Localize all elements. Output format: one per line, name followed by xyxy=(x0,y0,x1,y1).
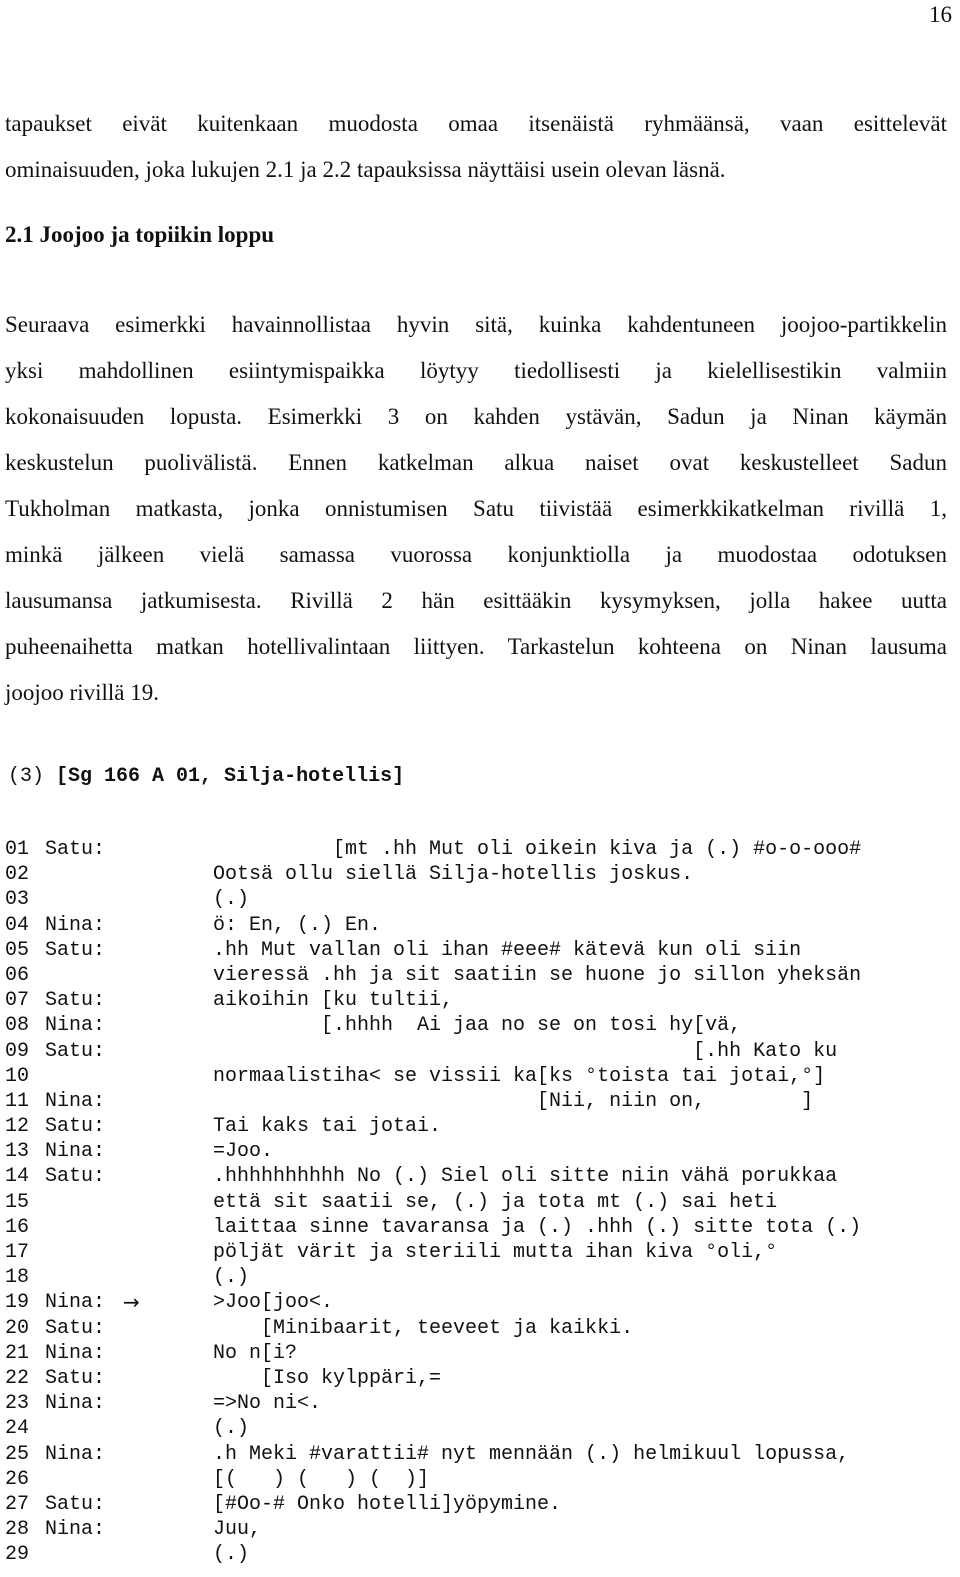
speaker-label: Nina: xyxy=(45,1014,106,1038)
example-header xyxy=(8,765,404,788)
speaker-label: Satu: xyxy=(45,1492,106,1516)
utterance: (.) xyxy=(213,1543,250,1567)
utterance: [mt .hh Mut oli oikein kiva ja (.) #o-o-ooo# xyxy=(213,838,862,861)
utterance: [Minibaarit, teeveet ja kaikki. xyxy=(213,1316,634,1340)
paragraph-line: keskustelun puolivälistä. Ennen katkelman alkua naiset ovat keskustelleet Sadun xyxy=(5,450,947,475)
speaker-label: Nina: xyxy=(45,1518,106,1542)
line-number: 29 xyxy=(5,1543,30,1567)
paragraph-line: puheenaihetta matkan hotellivalintaan liittyen. Tarkastelun kohteena on Ninan lausuma xyxy=(5,634,947,659)
speaker-label: Nina: xyxy=(45,913,106,937)
line-number: 13 xyxy=(5,1140,30,1164)
line-number: 22 xyxy=(5,1366,30,1390)
line-number: 18 xyxy=(5,1266,30,1290)
utterance: [( ) ( ) ( )] xyxy=(213,1467,430,1491)
line-number: 20 xyxy=(5,1316,30,1340)
utterance: (.) xyxy=(213,1266,250,1290)
example-number: (3) xyxy=(8,765,45,788)
utterance: [#Oo-# Onko hotelli]yöpymine. xyxy=(213,1492,562,1516)
utterance: vieressä .hh ja sit saatiin se huone jo sillon yheksän xyxy=(213,963,862,987)
paragraph-line: minkä jälkeen vielä samassa vuorossa konjunktiolla ja muodostaa odotuksen xyxy=(5,542,947,567)
line-number: 07 xyxy=(5,989,30,1013)
speaker-label: Nina: xyxy=(45,1341,106,1365)
speaker-label: Satu: xyxy=(45,838,106,861)
paragraph-line: Tukholman matkasta, jonka onnistumisen Satu tiivistää esimerkkikatkelman rivillä 1, xyxy=(5,496,947,521)
speaker-label: Satu: xyxy=(45,1039,106,1063)
line-number: 11 xyxy=(5,1089,30,1113)
line-number: 06 xyxy=(5,963,30,987)
utterance: [.hhhh Ai jaa no se on tosi hy[vä, xyxy=(213,1014,742,1038)
line-number: 10 xyxy=(5,1064,30,1088)
utterance: ö: En, (.) En. xyxy=(213,913,382,937)
utterance: Juu, xyxy=(213,1518,262,1542)
utterance: =>No ni<. xyxy=(213,1392,322,1416)
paragraph-line: kokonaisuuden lopusta. Esimerkki 3 on kahden ystävän, Sadun ja Ninan käymän xyxy=(5,404,947,429)
utterance: =Joo. xyxy=(213,1140,274,1164)
intro-paragraph xyxy=(5,101,947,193)
paragraph-line: lausumansa jatkumisesta. Rivillä 2 hän esittääkin kysymyksen, jolla hakee uutta xyxy=(5,588,947,613)
speaker-label: Satu: xyxy=(45,989,106,1013)
example-reference: [Sg 166 A 01, Silja-hotellis] xyxy=(56,765,405,788)
paragraph-line: Seuraava esimerkki havainnollistaa hyvin sitä, kuinka kahdentuneen joojoo-partikkelin xyxy=(5,312,947,337)
utterance: (.) xyxy=(213,888,250,912)
body-paragraph xyxy=(5,302,947,716)
utterance: No n[i? xyxy=(213,1341,298,1365)
line-number: 16 xyxy=(5,1215,30,1239)
line-number: 24 xyxy=(5,1417,30,1441)
speaker-label: Satu: xyxy=(45,1316,106,1340)
speaker-label: Satu: xyxy=(45,1366,106,1390)
utterance: normaalistiha< se vissii ka[ks °toista tai jotai,°] xyxy=(213,1064,826,1088)
line-number: 26 xyxy=(5,1467,30,1491)
line-number: 17 xyxy=(5,1241,30,1264)
line-number: 23 xyxy=(5,1392,30,1416)
speaker-label: Nina: xyxy=(45,1089,106,1113)
utterance: >Joo[joo<. xyxy=(213,1291,334,1315)
speaker-label: Nina: xyxy=(45,1442,106,1466)
utterance: .h Meki #varattii# nyt mennään (.) helmikuul lopussa, xyxy=(213,1442,850,1466)
line-number: 03 xyxy=(5,888,30,912)
speaker-label: Satu: xyxy=(45,938,106,962)
arrow-icon: → xyxy=(123,1290,140,1315)
speaker-label: Nina: xyxy=(45,1140,106,1164)
paragraph-line: yksi mahdollinen esiintymispaikka löytyy tiedollisesti ja kielellisestikin valmiin xyxy=(5,358,947,383)
utterance: [Nii, niin on, ] xyxy=(213,1089,814,1113)
speaker-label: Nina: xyxy=(45,1291,106,1315)
page-number: 16 xyxy=(929,2,952,27)
utterance: [.hh Kato ku xyxy=(213,1039,838,1063)
utterance: Ootsä ollu siellä Silja-hotellis joskus. xyxy=(213,863,694,887)
line-number: 05 xyxy=(5,938,30,962)
utterance: .hhhhhhhhhh No (.) Siel oli sitte niin vähä porukkaa xyxy=(213,1165,838,1189)
line-number: 02 xyxy=(5,863,30,887)
utterance: Tai kaks tai jotai. xyxy=(213,1115,442,1139)
utterance: (.) xyxy=(213,1417,250,1441)
speaker-label: Satu: xyxy=(45,1165,106,1189)
section-heading: 2.1 Joojoo ja topiikin loppu xyxy=(5,222,275,247)
line-number: 19 xyxy=(5,1291,30,1315)
line-number: 09 xyxy=(5,1039,30,1063)
line-number: 21 xyxy=(5,1341,30,1365)
line-number: 25 xyxy=(5,1442,30,1466)
utterance: että sit saatii se, (.) ja tota mt (.) sai heti xyxy=(213,1190,778,1214)
line-number: 12 xyxy=(5,1115,30,1139)
line-number: 14 xyxy=(5,1165,30,1189)
utterance: .hh Mut vallan oli ihan #eee# kätevä kun oli siin xyxy=(213,938,802,962)
utterance: [Iso kylppäri,= xyxy=(213,1366,442,1390)
line-number: 04 xyxy=(5,913,30,937)
line-number: 01 xyxy=(5,838,30,861)
line-number: 08 xyxy=(5,1014,30,1038)
speaker-label: Satu: xyxy=(45,1115,106,1139)
paragraph-line: ominaisuuden, joka lukujen 2.1 ja 2.2 tapauksissa näyttäisi usein olevan läsnä. xyxy=(5,157,726,182)
line-number: 15 xyxy=(5,1190,30,1214)
utterance: aikoihin [ku tultii, xyxy=(213,989,454,1013)
paragraph-line: tapaukset eivät kuitenkaan muodosta omaa itsenäistä ryhmäänsä, vaan esittelevät xyxy=(5,111,947,136)
line-number: 27 xyxy=(5,1492,30,1516)
utterance: pöljät värit ja steriili mutta ihan kiva °oli,° xyxy=(213,1241,778,1264)
paragraph-line: joojoo rivillä 19. xyxy=(5,680,159,705)
speaker-label: Nina: xyxy=(45,1392,106,1416)
utterance: laittaa sinne tavaransa ja (.) .hhh (.) sitte tota (.) xyxy=(213,1215,862,1239)
line-number: 28 xyxy=(5,1518,30,1542)
